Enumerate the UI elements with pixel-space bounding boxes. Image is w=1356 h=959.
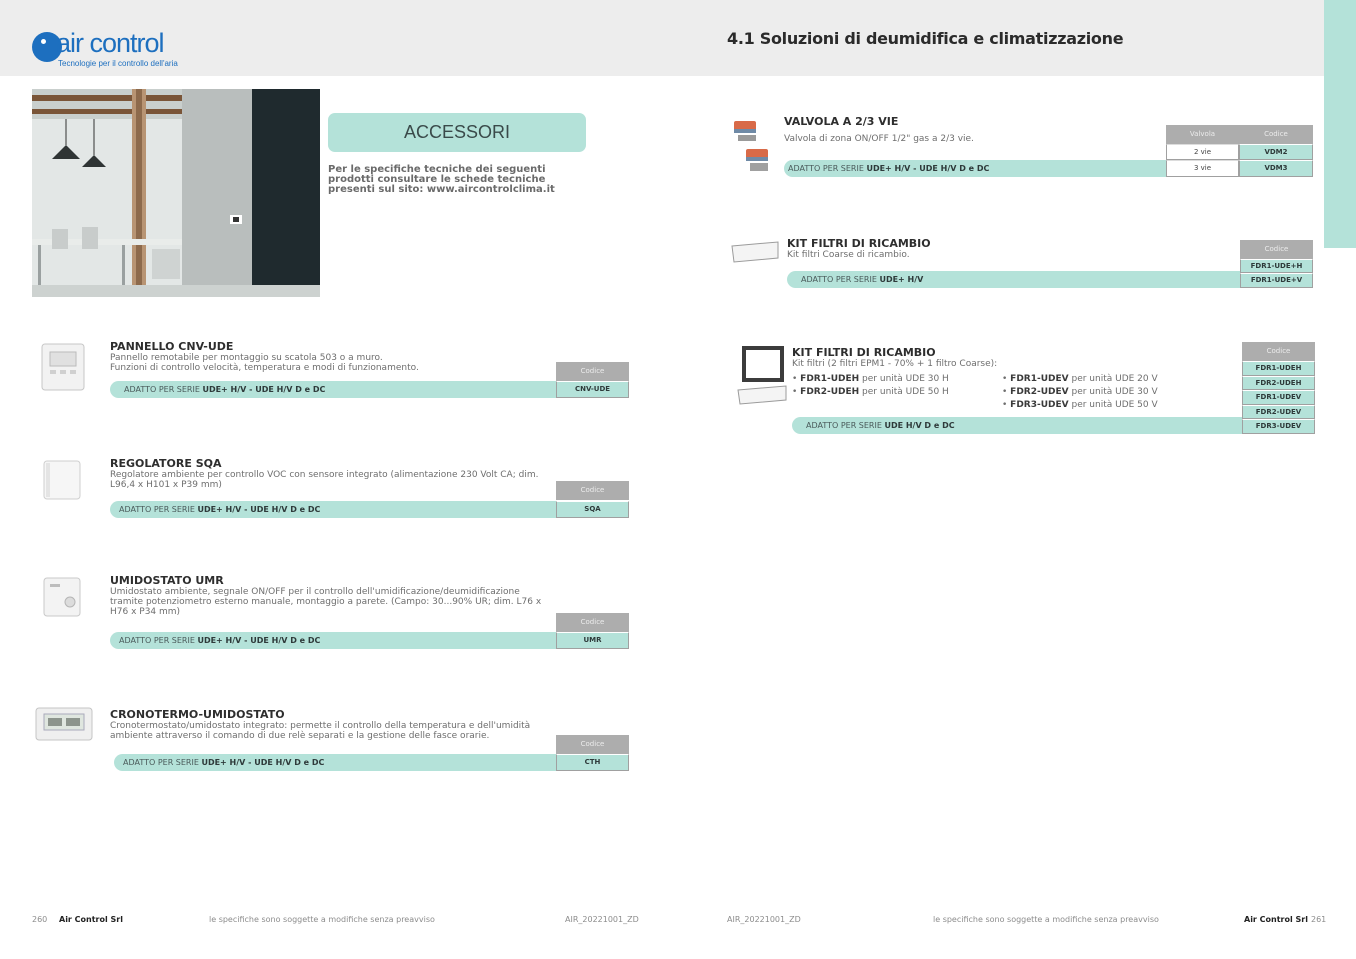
- product-desc: Regolatore ambiente per controllo VOC con sensore integrato (alimentazione 230 Volt CA; dim. L96,4 x H101 x P39 mm): [110, 470, 539, 490]
- product-code: CNV-UDE: [556, 381, 629, 398]
- header-band: [0, 0, 1356, 76]
- bullet-item: • FDR2-UDEH per unità UDE 50 H: [792, 387, 949, 397]
- product-title: KIT FILTRI DI RICAMBIO: [787, 237, 931, 250]
- series-bar: [787, 271, 1240, 288]
- doc-code-left: AIR_20221001_ZD: [565, 915, 639, 924]
- bullet-code: FDR1-UDEV: [1010, 374, 1069, 384]
- company-left: [59, 915, 123, 924]
- bullet-text: per unità UDE 30 H: [859, 374, 949, 384]
- accessori-banner: ACCESSORI: [328, 113, 586, 152]
- series-name: UDE+ H/V: [879, 275, 924, 284]
- product-desc: Umidostato ambiente, segnale ON/OFF per il controllo dell'umidificazione/deumidificazione tramite potenziometro esterno manuale, montaggio a parete. (Campo: 30...90% UR; dim. L76 x H76 x P34 mm): [110, 587, 542, 617]
- section-title: 4.1 Soluzioni di deumidifica e climatizzazione: [727, 29, 1124, 48]
- series-bar: [792, 417, 1242, 434]
- umidostato-image: [40, 574, 86, 620]
- product-title: KIT FILTRI DI RICAMBIO: [792, 346, 936, 359]
- product-code: FDR1-UDEV: [1242, 390, 1315, 405]
- product-code: FDR2-UDEV: [1242, 405, 1315, 419]
- bullet-text: per unità UDE 30 V: [1068, 387, 1158, 397]
- product-title: UMIDOSTATO UMR: [110, 574, 224, 587]
- valvola-header: Valvola: [1166, 125, 1239, 144]
- page-number-left: 260: [32, 915, 48, 924]
- codice-header: Codice: [1239, 125, 1313, 144]
- series-name: UDE+ H/V - UDE H/V D e DC: [201, 758, 325, 767]
- product-desc: Cronotermostato/umidostato integrato: permette il controllo della temperatura e dell'umidità ambiente attraverso il comando di due relè separati e la gestione delle fasce orarie.: [110, 721, 531, 741]
- product-title: PANNELLO CNV-UDE: [110, 340, 234, 353]
- bullet-text: per unità UDE 50 V: [1068, 400, 1158, 410]
- series-bar: [110, 381, 556, 398]
- cronotermo-image: [34, 704, 94, 744]
- series-prefix: ADATTO PER SERIE: [806, 421, 885, 430]
- series-bar: [784, 160, 1166, 177]
- code-header: Codice: [1240, 240, 1313, 259]
- code-header: Codice: [556, 362, 629, 381]
- bullet-code: FDR2-UDEH: [800, 387, 860, 397]
- brand-name: air control: [56, 28, 164, 58]
- brand-tagline: Tecnologie per il controllo dell'aria: [58, 59, 178, 68]
- product-code: FDR1-UDE+H: [1240, 259, 1313, 273]
- product-code: CTH: [556, 754, 629, 771]
- regolatore-image: [40, 458, 86, 504]
- product-title: CRONOTERMO-UMIDOSTATO: [110, 708, 285, 721]
- bullet-item: • FDR2-UDEV per unità UDE 30 V: [1002, 387, 1158, 397]
- bullet-code: FDR1-UDEH: [800, 374, 860, 384]
- filter-kit-image: [734, 344, 790, 408]
- company-right: [1244, 915, 1308, 924]
- series-prefix: ADATTO PER SERIE: [801, 275, 880, 284]
- bullet-text: per unità UDE 50 H: [859, 387, 949, 397]
- product-desc: Valvola di zona ON/OFF 1/2" gas a 2/3 vie.: [784, 134, 974, 144]
- product-code: VDM2: [1239, 144, 1313, 160]
- series-bar: [110, 501, 556, 518]
- page-number-right: 261: [1311, 915, 1327, 924]
- code-header: Codice: [556, 613, 629, 632]
- series-name: UDE H/V D e DC: [884, 421, 955, 430]
- bullet-code: FDR2-UDEV: [1010, 387, 1069, 397]
- series-bar: [114, 754, 556, 771]
- product-code: SQA: [556, 501, 629, 518]
- series-name: UDE+ H/V - UDE H/V D e DC: [866, 164, 990, 173]
- bullet-text: per unità UDE 20 V: [1068, 374, 1158, 384]
- product-code: FDR1-UDE+V: [1240, 273, 1313, 288]
- series-name: UDE+ H/V - UDE H/V D e DC: [197, 636, 321, 645]
- series-prefix: ADATTO PER SERIE: [124, 385, 203, 394]
- notice-left: le specifiche sono soggette a modifiche senza preavviso: [209, 915, 435, 924]
- product-title: REGOLATORE SQA: [110, 457, 222, 470]
- product-desc: Kit filtri (2 filtri EPM1 - 70% + 1 filtro Coarse):: [792, 359, 998, 369]
- product-code: FDR1-UDEH: [1242, 361, 1315, 376]
- notice-right: le specifiche sono soggette a modifiche senza preavviso: [933, 915, 1159, 924]
- series-bar: [110, 632, 556, 649]
- series-prefix: ADATTO PER SERIE: [788, 164, 867, 173]
- doc-code-right: AIR_20221001_ZD: [727, 915, 801, 924]
- office-photo: [32, 89, 320, 297]
- product-desc: Pannello remotabile per montaggio su scatola 503 o a muro. Funzioni di controllo velocità, temperatura e modi di funzionamento.: [110, 353, 419, 373]
- bullet-item: • FDR1-UDEV per unità UDE 20 V: [1002, 374, 1158, 384]
- filter-image: [728, 238, 782, 266]
- bullet-item: • FDR3-UDEV per unità UDE 50 V: [1002, 400, 1158, 410]
- code-header: Codice: [556, 481, 629, 500]
- series-name: UDE+ H/V - UDE H/V D e DC: [202, 385, 326, 394]
- product-desc: Kit filtri Coarse di ricambio.: [787, 250, 910, 260]
- product-code: VDM3: [1239, 160, 1313, 177]
- valvola-cell: 2 vie: [1166, 144, 1239, 160]
- product-code: FDR2-UDEH: [1242, 376, 1315, 390]
- product-title: VALVOLA A 2/3 VIE: [784, 115, 899, 128]
- bullet-item: • FDR1-UDEH per unità UDE 30 H: [792, 374, 949, 384]
- valvola-image: [728, 117, 776, 179]
- pannello-image: [38, 342, 90, 394]
- accessori-note: Per le specifiche tecniche dei seguenti prodotti consultare le schede tecniche presenti sul sito: www.aircontrolclima.it: [328, 164, 555, 195]
- code-header: Codice: [556, 735, 629, 754]
- company-name: Air Control Srl: [1244, 915, 1308, 924]
- series-prefix: ADATTO PER SERIE: [119, 505, 198, 514]
- series-prefix: ADATTO PER SERIE: [123, 758, 202, 767]
- product-code: FDR3-UDEV: [1242, 419, 1315, 434]
- series-prefix: ADATTO PER SERIE: [119, 636, 198, 645]
- series-name: UDE+ H/V - UDE H/V D e DC: [197, 505, 321, 514]
- valvola-cell: 3 vie: [1166, 160, 1239, 177]
- product-code: UMR: [556, 632, 629, 649]
- company-name: Air Control Srl: [59, 915, 123, 924]
- code-header: Codice: [1242, 342, 1315, 361]
- section-tab: [1324, 0, 1356, 248]
- brand-logo: [32, 30, 192, 74]
- bullet-code: FDR3-UDEV: [1010, 400, 1069, 410]
